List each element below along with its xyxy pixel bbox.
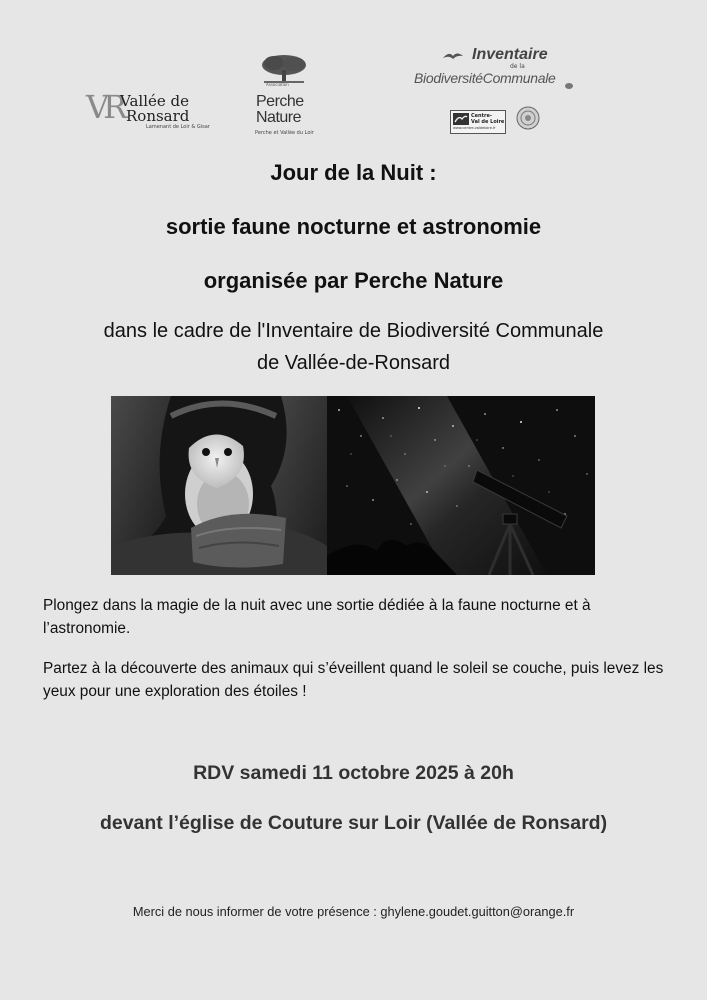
vr-monogram: VR bbox=[86, 88, 122, 126]
title-line-2: sortie faune nocturne et astronomie bbox=[165, 214, 542, 239]
intro-paragraph: Plongez dans la magie de la nuit avec une sortie dédiée à la faune nocturne et à l’astronomie. bbox=[43, 597, 591, 637]
cvl-logo-text bbox=[471, 113, 504, 125]
ibc-logo-line1: Inventaire bbox=[472, 46, 548, 63]
cvl-logo-line1: Centre- bbox=[471, 113, 492, 119]
ibc-logo-line3: BiodiversitéCommunale bbox=[414, 70, 556, 86]
subtitle-line-1: dans le cadre de l'Inventaire de Biodiversité Communale bbox=[103, 320, 604, 342]
night-sky-illustration bbox=[327, 396, 595, 575]
title-line-3: organisée par Perche Nature bbox=[203, 268, 504, 293]
rdv-location: devant l’église de Couture sur Loir (Vallée de Ronsard) bbox=[99, 812, 608, 834]
tree-icon bbox=[258, 54, 310, 84]
bird-icon bbox=[442, 50, 464, 62]
rdv-date: RDV samedi 11 octobre 2025 à 20h bbox=[193, 762, 514, 784]
ladybug-icon bbox=[564, 82, 574, 90]
cvl-logo-url: www.centre-valdeloire.fr bbox=[453, 126, 496, 130]
owl-illustration bbox=[111, 396, 327, 575]
pn-logo-name bbox=[256, 94, 304, 126]
subtitle-line-2: de Vallée-de-Ronsard bbox=[256, 352, 451, 374]
pn-logo-sub: Perche et Vallée du Loir bbox=[255, 130, 314, 136]
centre-val-de-loire-logo bbox=[450, 110, 506, 134]
contact-line: Merci de nous informer de votre présence : ghylene.goudet.guitton@orange.fr bbox=[132, 904, 575, 919]
vr-logo-line2: Ronsard bbox=[126, 107, 190, 125]
ibc-logo-line2a: de la bbox=[510, 63, 525, 70]
cvl-logo-line2: Val de Loire bbox=[471, 119, 505, 125]
perche-nature-logo bbox=[252, 54, 316, 136]
region-mark-icon bbox=[453, 113, 469, 125]
vr-logo-sub: Lamenant de Loir & Gisar bbox=[146, 124, 210, 130]
discovery-paragraph: Partez à la découverte des animaux qui s’éveillent quand le soleil se couche, puis levez les yeux pour une exploration des étoiles ! bbox=[43, 660, 664, 700]
inventaire-biodiversite-logo bbox=[414, 44, 584, 96]
seal-icon bbox=[516, 106, 540, 130]
title-line-1: Jour de la Nuit : bbox=[270, 160, 437, 185]
night-sky-telescope-photo bbox=[327, 396, 595, 575]
vallee-de-ronsard-logo bbox=[86, 88, 210, 132]
pn-logo-name-line1: Perche bbox=[256, 93, 304, 110]
vr-logo-line1: Vallée de bbox=[120, 92, 189, 110]
owl-photo bbox=[111, 396, 327, 575]
pn-logo-top: Association bbox=[266, 82, 289, 87]
pn-logo-name-line2: Nature bbox=[256, 109, 302, 126]
